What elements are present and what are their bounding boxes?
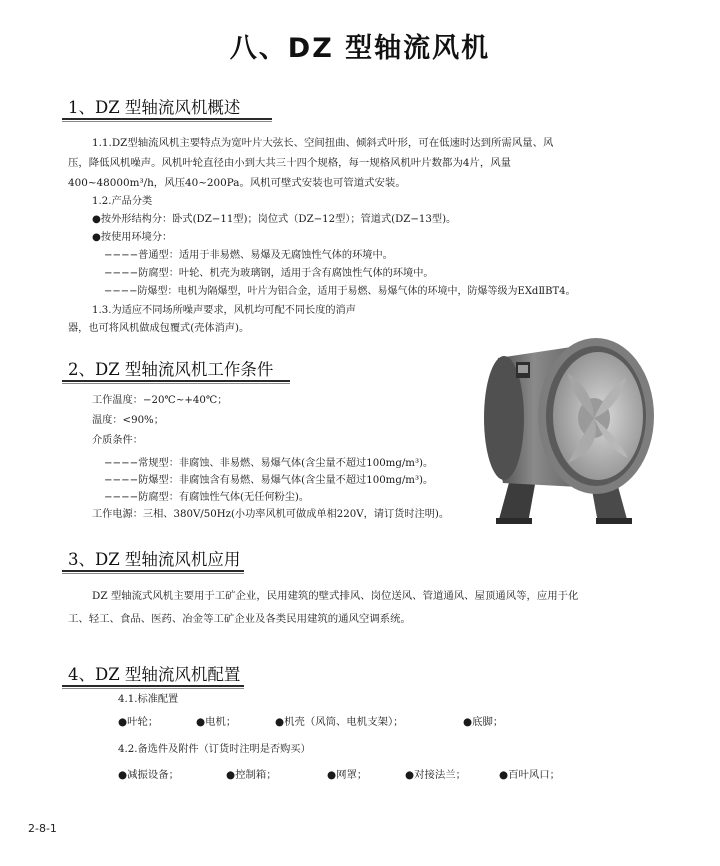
s2-humidity: 温度：<90%； — [92, 415, 164, 426]
s1-para-line-2: 压，降低风机噪声。风机叶轮直径由小到大共三十四个规格，每一规格风机叶片数都为4片，风量 — [68, 157, 512, 169]
s4-standard-title: 4.1.标准配置 — [118, 694, 179, 705]
axial-fan-photo — [468, 318, 668, 528]
opt-item-guard: ●网罩； — [327, 769, 368, 781]
s1-env-anticorrosion: −−−−防腐型：叶轮、机壳为玻璃钢，适用于含有腐蚀性气体的环境中。 — [104, 268, 434, 279]
s1-env-explosion-proof: −−−−防爆型：电机为隔爆型，叶片为铝合金，适用于易燃、易爆气体的环境中，防爆等级为EXdⅡBT4。 — [104, 286, 576, 297]
opt-item-control-box: ●控制箱； — [226, 769, 277, 781]
s4-optional-items — [0, 766, 720, 786]
section-3-rule — [62, 570, 244, 572]
std-item-base: ●底脚； — [463, 716, 504, 728]
std-item-impeller: ●叶轮； — [118, 716, 159, 728]
section-3-heading: 3、DZ 型轴流风机应用 — [68, 550, 241, 569]
s1-para-line-3: 400~48000m³/h，风压40~200Pa。风机可壁式安装也可管道式安装。 — [68, 177, 406, 189]
s3-line-1: DZ 型轴流式风机主要用于工矿企业，民用建筑的壁式排风、岗位送风、管道通风、屋顶通风等，应用于化 — [92, 590, 579, 602]
opt-item-flange: ●对接法兰； — [405, 769, 467, 781]
section-1-heading: 1、DZ 型轴流风机概述 — [68, 98, 241, 117]
s1-para-line-1: 1.1.DZ型轴流风机主要特点为宽叶片大弦长、空间扭曲、倾斜式叶形，可在低速时达到所需风量、风 — [92, 137, 554, 149]
s4-optional-title: 4.2.备选件及附件（订货时注明是否购买） — [118, 744, 311, 755]
s2-medium-anticorrosion: −−−−防腐型：有腐蚀性气体(无任何粉尘)。 — [104, 492, 310, 503]
s2-temperature: 工作温度：−20℃~+40℃； — [92, 395, 228, 406]
opt-item-damping: ●减振设备； — [118, 769, 180, 781]
opt-item-louver: ●百叶风口； — [499, 769, 561, 781]
s4-standard-items — [0, 713, 720, 733]
section-2-heading: 2、DZ 型轴流风机工作条件 — [68, 360, 274, 379]
page-title: 八、DZ 型轴流风机 — [229, 33, 491, 64]
s1-classification-title: 1.2.产品分类 — [92, 196, 153, 207]
page-number: 2-8-1 — [28, 822, 57, 835]
s1-class-by-environment: ●按使用环境分： — [92, 232, 173, 243]
section-4-heading: 4、DZ 型轴流风机配置 — [68, 665, 241, 684]
s2-medium: 介质条件： — [92, 435, 143, 446]
std-item-casing: ●机壳（风筒、电机支架）； — [275, 716, 404, 728]
s2-power: 工作电源：三相、380V/50Hz(小功率风机可做成单相220V，请订货时注明)。 — [92, 509, 450, 520]
s2-medium-normal: −−−−常规型：非腐蚀、非易燃、易爆气体(含尘量不超过100mg/m³)。 — [104, 458, 434, 469]
s1-class-by-shape: ●按外形结构分：卧式(DZ−11型)；岗位式（DZ−12型）；管道式(DZ−13型)。 — [92, 214, 457, 225]
section-2-rule — [62, 380, 290, 382]
s3-line-2: 工、轻工、食品、医药、冶金等工矿企业及各类民用建筑的通风空调系统。 — [68, 613, 411, 625]
s1-noise-line-2: 器，也可将风机做成包覆式(壳体消声)。 — [68, 323, 250, 334]
s2-medium-explosion: −−−−防爆型：非腐蚀含有易燃、易爆气体(含尘量不超过100mg/m³)。 — [104, 475, 434, 486]
s1-noise-line-1: 1.3.为适应不同场所噪声要求，风机均可配不同长度的消声 — [92, 305, 356, 316]
section-1-rule — [62, 118, 272, 120]
std-item-motor: ●电机； — [196, 716, 237, 728]
s1-env-normal: −−−−普通型：适用于非易燃、易爆及无腐蚀性气体的环境中。 — [104, 250, 393, 261]
section-4-rule — [62, 685, 244, 687]
